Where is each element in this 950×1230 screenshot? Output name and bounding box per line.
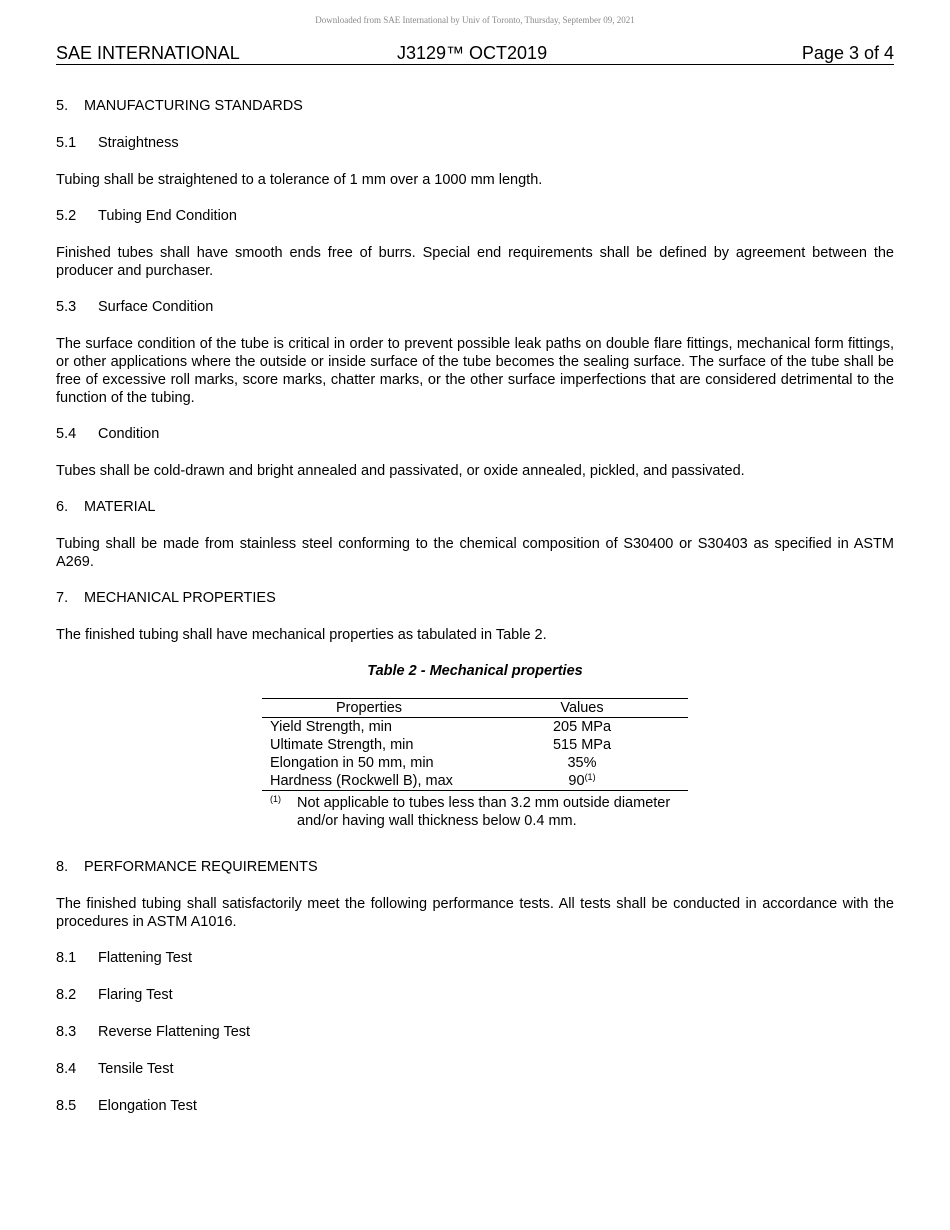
value-text: 90 [568, 773, 585, 789]
value-text: 35% [567, 755, 597, 771]
section-title: Tubing End Condition [98, 208, 237, 224]
section-heading-6 [56, 498, 894, 516]
section-title: Flaring Test [98, 987, 173, 1003]
section-title: Reverse Flattening Test [98, 1024, 251, 1040]
value-cell [476, 772, 688, 791]
mechanical-properties-table [262, 698, 688, 791]
section-title: MECHANICAL PROPERTIES [84, 590, 276, 606]
table-footnote [262, 794, 688, 830]
mechanical-properties-table-wrapper [262, 698, 688, 830]
footnote-mark: (1) [270, 794, 281, 804]
subsection-heading-8-3 [56, 1023, 894, 1041]
value-text: 205 MPa [552, 719, 612, 735]
section-title: Elongation Test [98, 1098, 197, 1114]
section-number: 5.3 [56, 299, 77, 315]
section-number: 5.4 [56, 426, 77, 442]
paragraph-mechanical-properties: The finished tubing shall have mechanical properties as tabulated in Table 2. [56, 627, 547, 643]
property-cell: Ultimate Strength, min [270, 737, 414, 753]
table-header-row [262, 699, 688, 718]
section-number: 6. [56, 499, 69, 515]
paragraph-performance-requirements: The finished tubing shall satisfactorily meet the following performance tests. All tests shall be conducted in accordance with the procedures in ASTM A1016. [56, 896, 894, 930]
subsection-heading-8-5 [56, 1097, 894, 1115]
section-number: 7. [56, 590, 69, 606]
page-header [56, 43, 894, 65]
header-document-id: J3129™ OCT2019 [397, 43, 548, 63]
footnote-text: Not applicable to tubes less than 3.2 mm outside diameter and/or having wall thickness below 0.4 mm. [297, 795, 671, 829]
table-row [262, 772, 688, 791]
property-cell: Yield Strength, min [270, 719, 392, 735]
section-number: 8.3 [56, 1024, 77, 1040]
value-cell [476, 718, 688, 737]
subsection-heading-5-2 [56, 207, 894, 225]
subsection-heading-8-2 [56, 986, 894, 1004]
section-title: Flattening Test [98, 950, 193, 966]
section-number: 8.2 [56, 987, 77, 1003]
section-title: MATERIAL [84, 499, 156, 515]
subsection-heading-8-1 [56, 949, 894, 967]
subsection-heading-5-4 [56, 425, 894, 443]
paragraph-condition: Tubes shall be cold-drawn and bright annealed and passivated, or oxide annealed, pickled, and passivated. [56, 463, 745, 479]
subsection-heading-5-1 [56, 134, 894, 152]
property-cell: Elongation in 50 mm, min [270, 755, 434, 771]
section-heading-8 [56, 858, 894, 876]
section-title: PERFORMANCE REQUIREMENTS [84, 859, 318, 875]
subsection-heading-5-3 [56, 298, 894, 316]
section-title: MANUFACTURING STANDARDS [84, 98, 303, 114]
section-number: 8. [56, 859, 69, 875]
subsection-heading-8-4 [56, 1060, 894, 1078]
table-row [262, 718, 688, 737]
header-organization: SAE INTERNATIONAL [56, 43, 240, 63]
section-title: Surface Condition [98, 299, 214, 315]
paragraph-material: Tubing shall be made from stainless steel conforming to the chemical composition of S30400 or S30403 as specified in ASTM A269. [56, 536, 894, 570]
section-title: Straightness [98, 135, 179, 151]
section-number: 5. [56, 98, 69, 114]
paragraph-surface-condition: The surface condition of the tube is critical in order to prevent possible leak paths on double flare fittings, mechanical form fittings, or other applications where the outside or inside surface of the tube becomes the sealing surface. The surface of the tube shall be free of excessive roll marks, score marks, chatter marks, or the other surface imperfections that are considered detrimental to the function of the tubing. [56, 336, 894, 406]
download-watermark: Downloaded from SAE International by Univ of Toronto, Thursday, September 09, 2021 [315, 15, 635, 25]
paragraph-end-condition: Finished tubes shall have smooth ends free of burrs. Special end requirements shall be defined by agreement between the producer and purchaser. [56, 245, 894, 279]
header-page-number: Page 3 of 4 [801, 43, 894, 63]
table-row [262, 736, 688, 754]
section-number: 5.2 [56, 208, 77, 224]
value-cell [476, 736, 688, 754]
section-title: Tensile Test [98, 1061, 174, 1077]
section-number: 5.1 [56, 135, 77, 151]
value-text: 515 MPa [552, 737, 612, 753]
table-row [262, 754, 688, 772]
column-header-properties: Properties [262, 699, 476, 718]
property-cell: Hardness (Rockwell B), max [270, 773, 453, 789]
value-cell [476, 754, 688, 772]
section-number: 8.5 [56, 1098, 77, 1114]
column-header-values: Values [476, 699, 688, 718]
section-title: Condition [98, 426, 160, 442]
section-number: 8.4 [56, 1061, 77, 1077]
footnote-reference: (1) [584, 772, 596, 782]
section-heading-7 [56, 589, 894, 607]
section-heading-5 [56, 97, 894, 115]
document-body [56, 97, 894, 1134]
paragraph-straightness: Tubing shall be straightened to a tolerance of 1 mm over a 1000 mm length. [56, 172, 543, 188]
table-caption: Table 2 - Mechanical properties [367, 663, 583, 679]
section-number: 8.1 [56, 950, 77, 966]
